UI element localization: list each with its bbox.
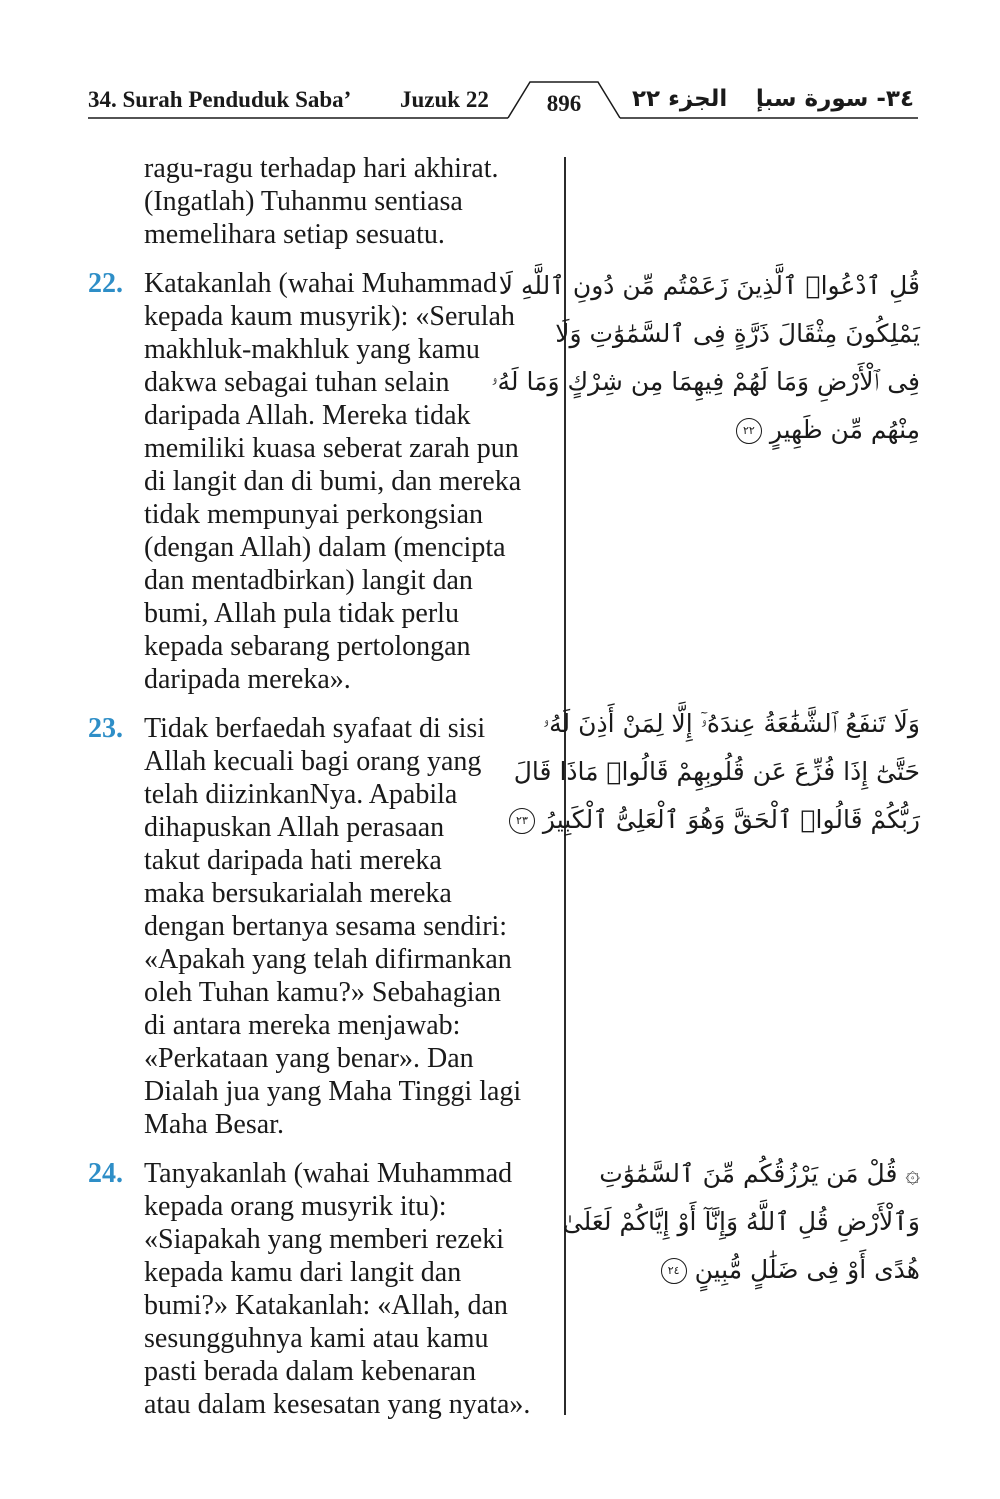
verse-number: 24. <box>88 1158 123 1189</box>
verse-number: 23. <box>88 713 123 744</box>
continuation-paragraph <box>88 152 558 251</box>
arabic-line: يَمْلِكُونَ مِثْقَالَ ذَرَّةٍ فِى ٱلسَّمَٰوَٰتِ وَلَا <box>555 319 920 348</box>
arabic-line <box>516 796 920 844</box>
arabic-verse-22 <box>491 262 920 454</box>
continuation-text: ragu-ragu terhadap hari akhirat. (Ingatlah) Tuhanmu sentiasa memelihara setiap sesuatu. <box>144 153 499 250</box>
translation-column <box>88 152 558 1437</box>
arabic-line-text: مِنْهُم مِّن ظَهِيرٍ <box>769 415 920 444</box>
verse-translation: Tidak berfaedah syafaat di sisi Allah kecuali bagi orang yang telah diizinkanNya. Apabila dihapuskan Allah perasaan takut daripada hati mereka maka bersukarialah mereka dengan bertanya sesama sendiri: «Apakah yang telah difirmankan oleh Tuhan kamu?» Sebahagian di antara mereka menjawab: «Perkataan yang benar». Dan Dialah jua yang Maha Tinggi lagi Maha Besar. <box>144 713 522 1140</box>
arabic-line-text: هُدًى أَوْ فِى ضَلَٰلٍ مُّبِينٍ <box>694 1255 920 1284</box>
surah-title-latin: 34. Surah Penduduk Saba’ <box>88 87 352 112</box>
verse-number: 22. <box>88 268 123 299</box>
ayah-end-marker: ٢٣ <box>509 808 535 834</box>
surah-title-arabic: ٣٤- سورة سبإ <box>755 86 914 112</box>
verse-24 <box>88 1157 558 1421</box>
juz-label-latin: Juzuk 22 <box>400 87 489 112</box>
ayah-end-marker: ٢٤ <box>661 1258 687 1284</box>
page-header <box>0 0 1000 130</box>
arabic-line: وَلَا تَنفَعُ ٱلشَّفَٰعَةُ عِندَهُۥٓ إِلَّا لِمَنْ أَذِنَ لَهُۥ <box>542 709 920 738</box>
juz-label-arabic: الجزء ٢٢ <box>632 86 728 112</box>
arabic-line: ۞ قُلْ مَن يَرْزُقُكُم مِّنَ ٱلسَّمَٰوَٰتِ <box>599 1159 920 1188</box>
verse-22 <box>88 267 558 696</box>
arabic-line: قُلِ ٱدْعُوا۟ ٱلَّذِينَ زَعَمْتُم مِّن دُونِ ٱللَّهِ لَا <box>498 271 920 300</box>
arabic-line <box>580 406 920 454</box>
verse-translation: Katakanlah (wahai Muhammad kepada kaum musyrik): «Serulah makhluk-makhluk yang kamu dakwa sebagai tuhan selain daripada Allah. Mereka tidak memiliki kuasa seberat zarah pun di langit dan di bumi, dan mereka tidak mempunyai perkongsian (dengan Allah) dalam (mencipta dan mentadbirkan) langit dan bumi, Allah pula tidak perlu kepada sebarang pertolongan daripada mereka». <box>144 268 522 695</box>
arabic-line-text: رَبُّكُمْ قَالُوا۟ ٱلْحَقَّ وَهُوَ ٱلْعَلِىُّ ٱلْكَبِيرُ <box>542 805 920 834</box>
verse-translation: Tanyakanlah (wahai Muhammad kepada orang musyrik itu): «Siapakah yang memberi rezeki kepada kamu dari langit dan bumi?» Katakanlah: «Allah, dan sesungguhnya kami atau kamu pasti berada dalam kebenaran atau dalam kesesatan yang nyata». <box>144 1158 531 1420</box>
verse-23 <box>88 712 558 1141</box>
arabic-line: وَٱلْأَرْضِ قُلِ ٱللَّهُ وَإِنَّآ أَوْ إِيَّاكُمْ لَعَلَىٰ <box>562 1207 920 1236</box>
page-number: 896 <box>546 91 582 116</box>
ayah-end-marker: ٢٢ <box>736 418 762 444</box>
arabic-verse-24 <box>562 1150 920 1294</box>
arabic-line <box>580 1246 920 1294</box>
arabic-verse-23 <box>513 700 920 844</box>
arabic-line: فِى ٱلْأَرْضِ وَمَا لَهُمْ فِيهِمَا مِن شِرْكٍ وَمَا لَهُۥ <box>491 367 920 396</box>
arabic-line: حَتَّىٰٓ إِذَا فُزِّعَ عَن قُلُوبِهِمْ قَالُوا۟ مَاذَا قَالَ <box>513 757 920 786</box>
